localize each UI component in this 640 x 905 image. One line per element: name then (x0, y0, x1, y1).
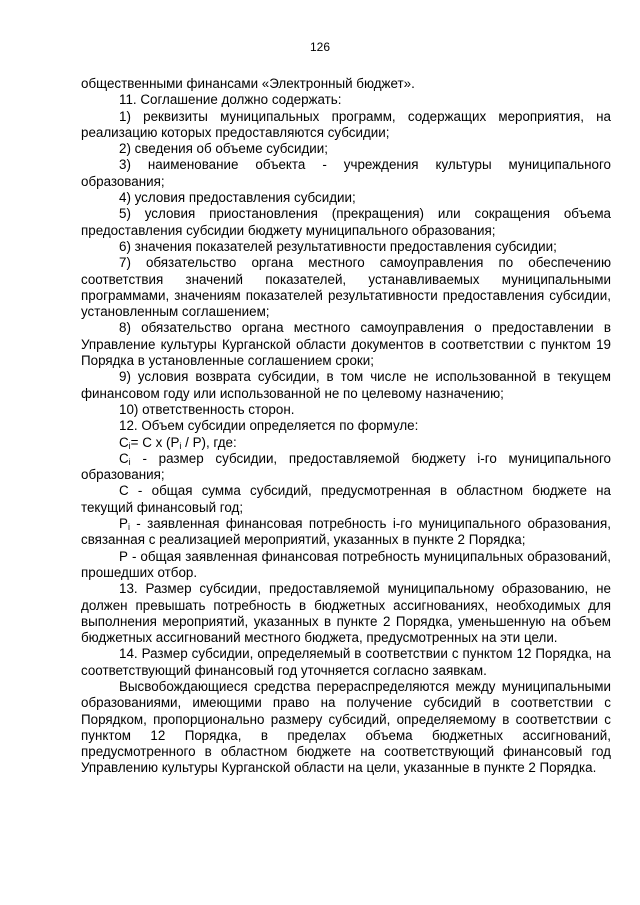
paragraph: 7) обязательство органа местного самоуправления по обеспечению соответствия значений показателей, устанавливаемых муниципальными программами, значениям показателей результативности предоставления субсидии, установленным соглашением; (81, 255, 611, 320)
paragraph: Высвобождающиеся средства перераспределяются между муниципальными образованиями, имеющими право на получение субсидий в соответствии с Порядком, пропорционально размеру субсидий, определяемому в соответствии с пунктом 12 Порядка, в пределах объема бюджетных ассигнований, предусмотренного в областном бюджете на соответствующий финансовый год Управлению культуры Курганской области на цели, указанные в пункте 2 Порядка. (81, 678, 611, 776)
definition (81, 451, 611, 484)
paragraph: 8) обязательство органа местного самоуправления о предоставлении в Управление культуры Курганской области документов в соответствии с пунктом 19 Порядка в установленные соглашением сроки; (81, 320, 611, 369)
paragraph: 5) условия приостановления (прекращения) или сокращения объема предоставления субсидии бюджету муниципального образования; (81, 206, 611, 238)
definition-sub: i (127, 522, 130, 533)
paragraph: 11. Соглашение должно содержать: (119, 92, 342, 108)
definition (81, 516, 611, 549)
definition-text: - заявленная финансовая потребность i-го муниципального образования, связанная с реализацией мероприятий, указанных в пункте 2 Порядка; (81, 516, 611, 548)
formula-mid: = C x (P (130, 434, 180, 450)
paragraph: 2) сведения об объеме субсидии; (119, 141, 328, 157)
definition-text: - размер субсидии, предоставляемой бюджету i-го муниципального образования; (81, 450, 611, 483)
definition-symbol: C (119, 483, 129, 499)
definition-symbol: C (119, 450, 129, 466)
definition-text: - общая сумма субсидий, предусмотренная в областном бюджете на текущий финансовый год; (81, 483, 611, 515)
formula (81, 435, 611, 451)
formula-lhs: C (119, 434, 129, 450)
definition-symbol: P (119, 516, 128, 532)
definition-sub: i (128, 456, 131, 467)
definition-symbol: P (119, 548, 128, 564)
paragraph: 3) наименование объекта - учреждения культуры муниципального образования; (81, 157, 611, 189)
page-number: 126 (309, 40, 331, 54)
paragraph: 6) значения показателей результативности предоставления субсидии; (119, 238, 557, 254)
definition (81, 549, 611, 582)
definition-text: - общая заявленная финансовая потребность муниципальных образований, прошедших отбор. (81, 548, 611, 580)
paragraph: 4) условия предоставления субсидии; (119, 190, 356, 206)
formula-lhs-sub: i (128, 440, 131, 451)
formula-mid-sub: i (179, 440, 182, 451)
formula-end: / P), где: (181, 434, 237, 450)
paragraph: 13. Размер субсидии, предоставляемой муниципальному образованию, не должен превышать потребность в бюджетных ассигнованиях, необходимых для выполнения мероприятий, указанных в пункте 2 Порядка, уменьшенную на объем бюджетных ассигнований местного бюджета, предусмотренных на эти цели. (81, 581, 611, 646)
paragraph: общественными финансами «Электронный бюджет». (81, 76, 415, 91)
paragraph: 14. Размер субсидии, определяемый в соответствии с пунктом 12 Порядка, на соответствующий финансовый год уточняется согласно заявкам. (81, 646, 611, 678)
paragraph: 10) ответственность сторон. (119, 401, 295, 417)
paragraph: 1) реквизиты муниципальных программ, содержащих мероприятия, на реализацию которых предоставляются субсидии; (81, 108, 611, 140)
document-body (81, 76, 611, 777)
paragraph: 9) условия возврата субсидии, в том числе не использованной в текущем финансовом году или использованной не по целевому назначению; (81, 369, 611, 401)
paragraph: 12. Объем субсидии определяется по формуле: (119, 418, 419, 434)
definition (81, 483, 611, 516)
